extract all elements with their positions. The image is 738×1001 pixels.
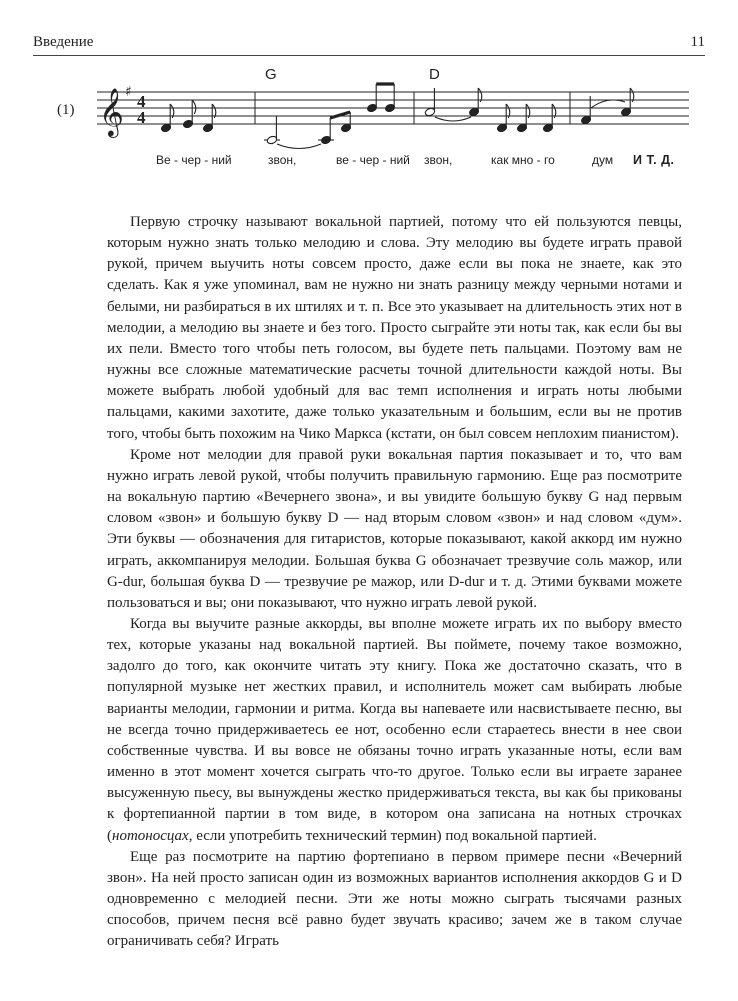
page-number: 11: [690, 34, 705, 50]
time-signature-top: 4: [137, 92, 146, 111]
emphasized-term: нотоносцах: [112, 827, 189, 844]
lyric-syllables: звон,: [268, 153, 297, 167]
header-rule: [33, 55, 705, 56]
paragraph-text: , если употребить технический термин) под вокальной партией.: [188, 827, 597, 844]
chord-symbol-d: D: [429, 66, 440, 83]
running-header: [33, 34, 705, 54]
chord-symbol-g: G: [265, 66, 277, 83]
paragraph: Кроме нот мелодии для правой руки вокальная партия показывает и то, что вам нужно играть левой рукой, чтобы получить правильную гармонию. Еще раз посмотрите на вокальную партию «Вечернего звона», и вы увидите большую букву G над первым словом «звон» и большую букву D — над вторым словом «звон» и над словом «дум». Эти буквы — обозначения для гитаристов, которые показывают, какой аккорд им нужно играть, аккомпанируя мелодии. Большая буква G обозначает трезвучие соль мажор, или G-dur, большая буква D — трезвучие ре мажор, или D-dur и т. д. Этими буквами можете пользоваться и вы; они показывают, что нужно играть левой рукой.: [107, 446, 682, 611]
sharp-icon: ♯: [125, 84, 132, 100]
lyric-syllables: Ве - чер - ний: [156, 153, 232, 167]
lyric-syllables: ве - чер - ний: [336, 153, 410, 167]
lyric-syllables: звон,: [424, 153, 453, 167]
note-b3-eighth: [318, 135, 334, 144]
paragraph: Первую строчку называют вокальной партией, потому что ей пользуются певцы, которым нужно знать только мелодию и слова. Эту мелодию вы будете играть правой рукой, причем выучить ноты совсем просто, даже если вы пока не знаете, как это сделать. Как я уже упоминал, вам не нужно ни знать разницу между черными нотами и белыми, ни разбираться в их штилях и т. п. Все это указывает на длительность этих нот в мелодии, а мелодию вы знаете и без того. Просто сыграйте эти ноты так, как если бы вы их пели. Вместо того чтобы петь голосом, вы будете петь пальцами. Поэтому вам не нужны все сложные математические расчеты точной длительности каждой ноты. Вы можете выбрать любой удобный для вас темп исполнения и играть ноты любыми пальцами, какими захотите, даже только указательным и большим, если вы не против того, чтобы быть похожим на Чико Маркса (кстати, он был совсем неплохим пианистом).: [107, 214, 682, 442]
paragraph: Еще раз посмотрите на партию фортепиано в первом примере песни «Вечерний звон». На ней просто записан один из возможных вариантов исполнения аккордов G и D одновременно с мелодией песни. Эти же ноты можно сыграть тысячами разных способов, причем песня всё равно будет звучать красиво; зачем же в таком случае ограничивать себя? Играть: [107, 848, 682, 950]
example-label: (1): [57, 102, 75, 118]
section-title: Введение: [33, 34, 94, 50]
tie-2: [435, 117, 471, 121]
paragraph-text: Когда вы выучите разные аккорды, вы вполне можете играть их по выбору вместо тех, которые указаны над вокальной партией. Вы поймете, почему такое возможно, задолго до того, как окончите читать эту книгу. Пока же достаточно сказать, что в популярной музыке нет жестких правил, и исполнитель может сам выбирать любые варианты мелодии, гармонии и ритма. Когда вы напеваете или насвистываете песню, вы не всегда точно придерживаетесь ее нот, особенно если стараетесь внести в нее свои собственные чувства. И вы вовсе не обязаны точно играть указанные ноты, если вам именно в этот момент хочется сыграть что-то другое. Только если вы играете заранее высуженную пьесу, вы вынуждены жестко придерживаться текста, вы как бы прикованы к фортепианной партии в том виде, в котором она записана на нотных строчках (: [107, 615, 682, 844]
lyrics-line: [0, 153, 738, 173]
body-text: [107, 212, 682, 952]
slur-1: [591, 100, 625, 108]
lyric-syllables: как мно - го: [491, 153, 555, 167]
lyric-etc: И Т. Д.: [633, 153, 675, 167]
time-signature-bottom: 4: [137, 108, 146, 127]
lyric-syllables: дум: [592, 153, 614, 167]
treble-clef-icon: 𝄞: [99, 87, 124, 136]
tie-1: [277, 144, 321, 149]
paragraph: [107, 614, 682, 847]
note-b3-half: [264, 116, 280, 145]
